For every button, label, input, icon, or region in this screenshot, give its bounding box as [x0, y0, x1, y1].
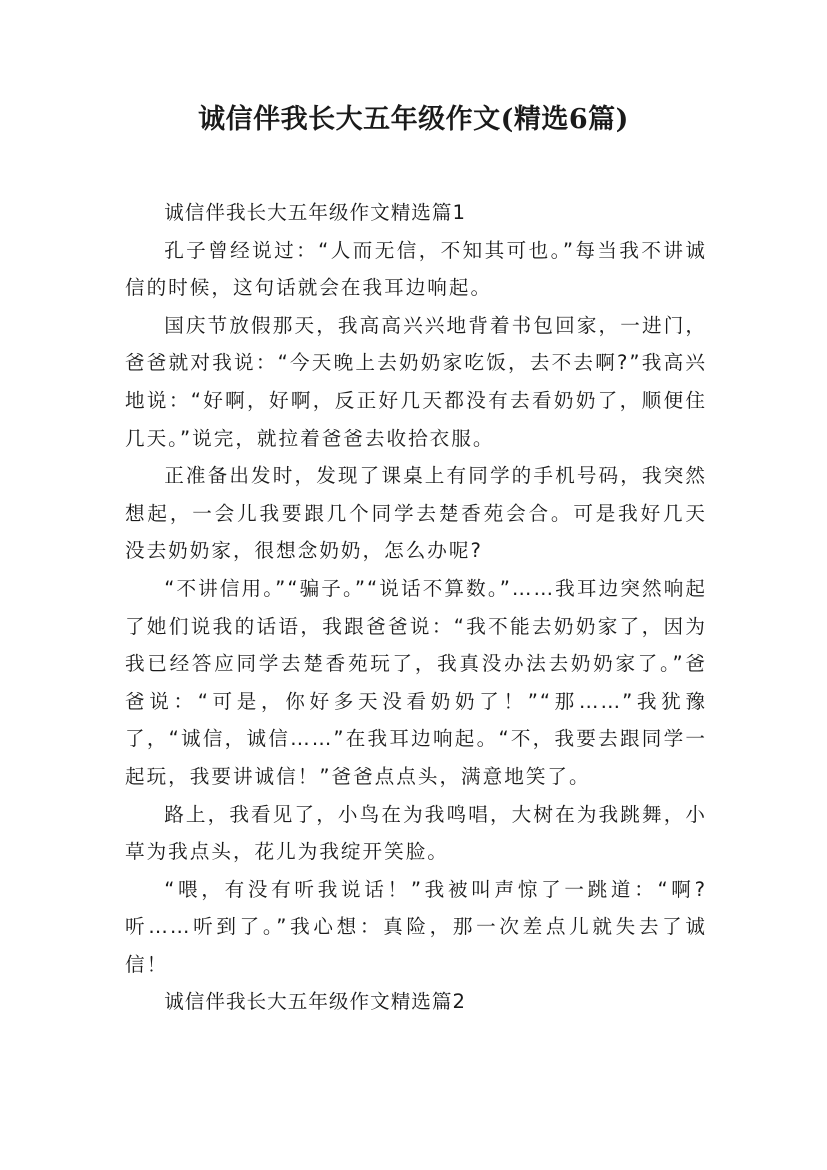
- document-body: [125, 194, 707, 1021]
- paragraph: 路上，我看见了，小鸟在为我鸣唱，大树在为我跳舞，小草为我点头，花儿为我绽开笑脸。: [125, 802, 707, 864]
- section-heading: 诚信伴我长大五年级作文精选篇1: [164, 201, 466, 224]
- paragraph: “不讲信用。”“骗子。”“说话不算数。”……我耳边突然响起了她们说我的话语，我跟爸爸说：“我不能去奶奶家了，因为我已经答应同学去楚香苑玩了，我真没办法去奶奶家了。”爸爸说：“可是，你好多天没看奶奶了！”“那……”我犹豫了，“诚信，诚信……”在我耳边响起。“不，我要去跟同学一起玩，我要讲诚信！”爸爸点点头，满意地笑了。: [125, 576, 707, 788]
- paragraph: 孔子曾经说过：“人而无信，不知其可也。”每当我不讲诚信的时候，这句话就会在我耳边响起。: [125, 238, 707, 300]
- paragraph: 正准备出发时，发现了课桌上有同学的手机号码，我突然想起，一会儿我要跟几个同学去楚香苑会合。可是我好几天没去奶奶家，很想念奶奶，怎么办呢?: [125, 464, 707, 563]
- document-title: 诚信伴我长大五年级作文(精选6篇): [198, 104, 629, 135]
- section-heading: 诚信伴我长大五年级作文精选篇2: [164, 990, 466, 1014]
- paragraph: 国庆节放假那天，我高高兴兴地背着书包回家，一进门，爸爸就对我说：“今天晚上去奶奶家吃饭，去不去啊?”我高兴地说：“好啊，好啊，反正好几天都没有去看奶奶了，顺便住几天。”说完，就拉着爸爸去收拾衣服。: [125, 313, 707, 450]
- paragraph: “喂，有没有听我说话！”我被叫声惊了一跳道：“啊?听……听到了。”我心想：真险，那一次差点儿就失去了诚信！: [125, 877, 707, 976]
